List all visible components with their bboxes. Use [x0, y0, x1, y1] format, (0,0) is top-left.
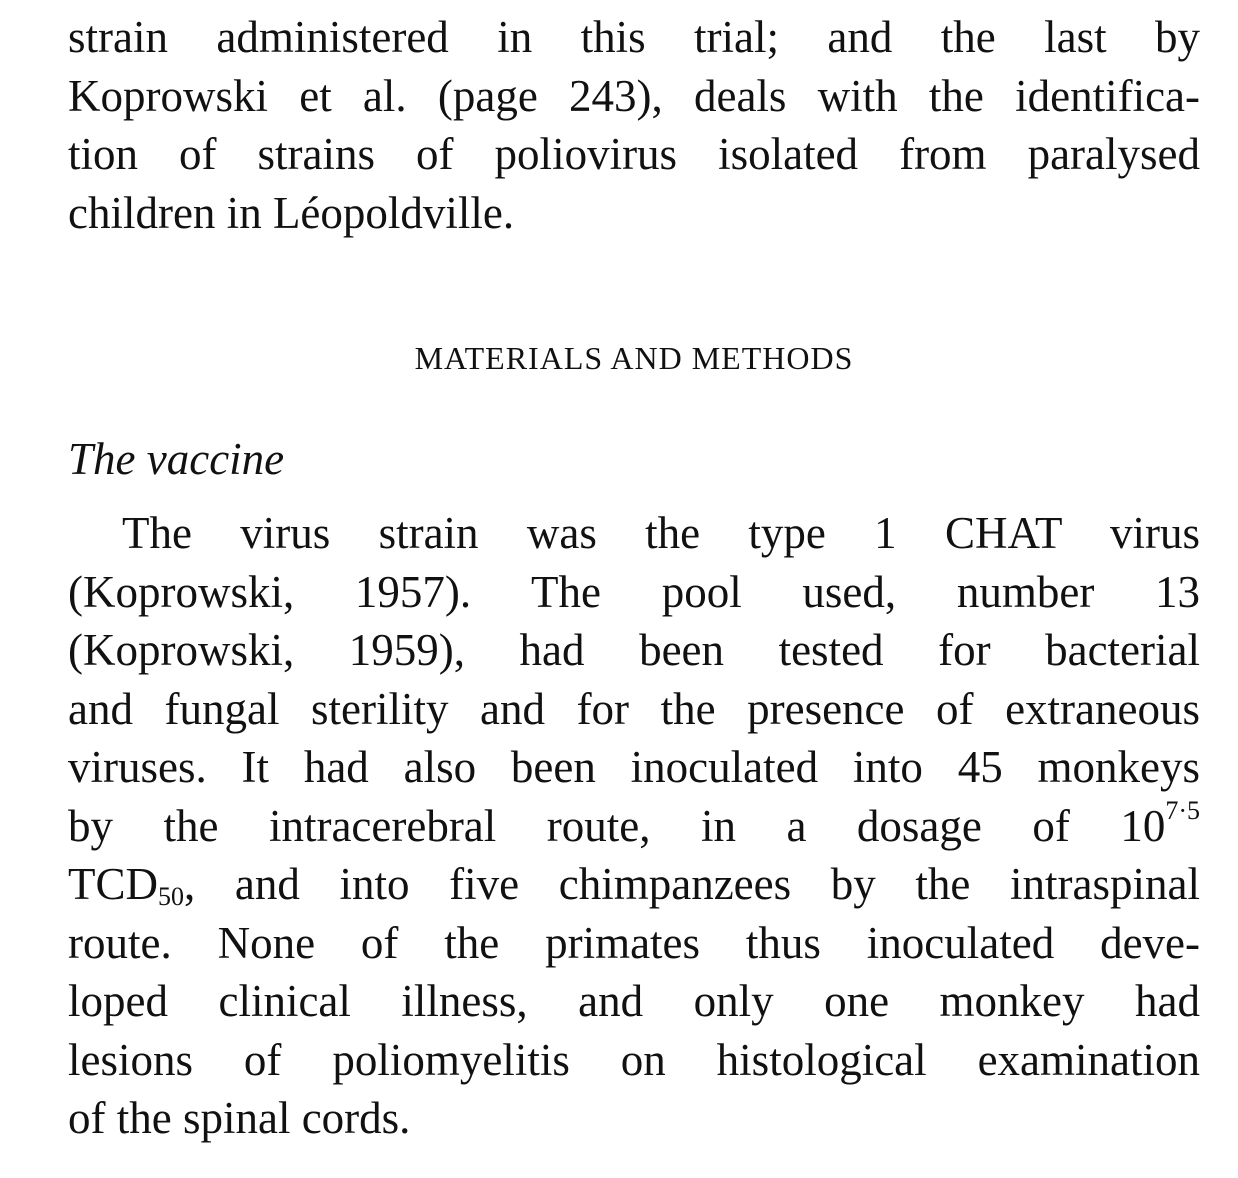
tcd-text: , and into five chimpanzees by the intraspinal — [184, 859, 1200, 909]
text-line: The virus strain was the type 1 CHAT virus — [122, 508, 1200, 558]
text-line: lesions of poliomyelitis on histological examination — [68, 1034, 1200, 1085]
intro-paragraph — [68, 8, 1200, 242]
dosage-exponent: 7·5 — [1165, 795, 1200, 825]
dosage-line — [68, 797, 1200, 856]
tcd-line — [68, 855, 1200, 914]
section-heading: MATERIALS AND METHODS — [414, 340, 854, 376]
document-page — [68, 8, 1200, 1148]
text-line: route. None of the primates thus inoculated deve- — [68, 917, 1200, 968]
text-line: children in Léopoldville. — [68, 187, 515, 238]
tcd-subscript: 50 — [158, 882, 184, 911]
subsection-heading: The vaccine — [68, 434, 285, 484]
text-line: Koprowski et al. (page 243), deals with the identifica- — [68, 70, 1200, 121]
text-line: loped clinical illness, and only one monkey had — [68, 976, 1200, 1026]
text-line: (Koprowski, 1957). The pool used, number 13 — [68, 566, 1200, 617]
text-line: strain administered in this trial; and the last by — [68, 12, 1200, 62]
text-line: and fungal sterility and for the presence of extraneous — [68, 683, 1200, 734]
tcd-prefix: TCD — [68, 859, 158, 909]
dosage-text: by the intracerebral route, in a dosage of 10 — [68, 800, 1166, 851]
text-line: of the spinal cords. — [68, 1093, 411, 1143]
text-line: tion of strains of poliovirus isolated from paralysed — [68, 129, 1200, 179]
body-paragraph — [68, 504, 1200, 1148]
text-line: (Koprowski, 1959), had been tested for bacterial — [68, 625, 1200, 675]
text-line: viruses. It had also been inoculated into 45 monkeys — [68, 742, 1200, 792]
